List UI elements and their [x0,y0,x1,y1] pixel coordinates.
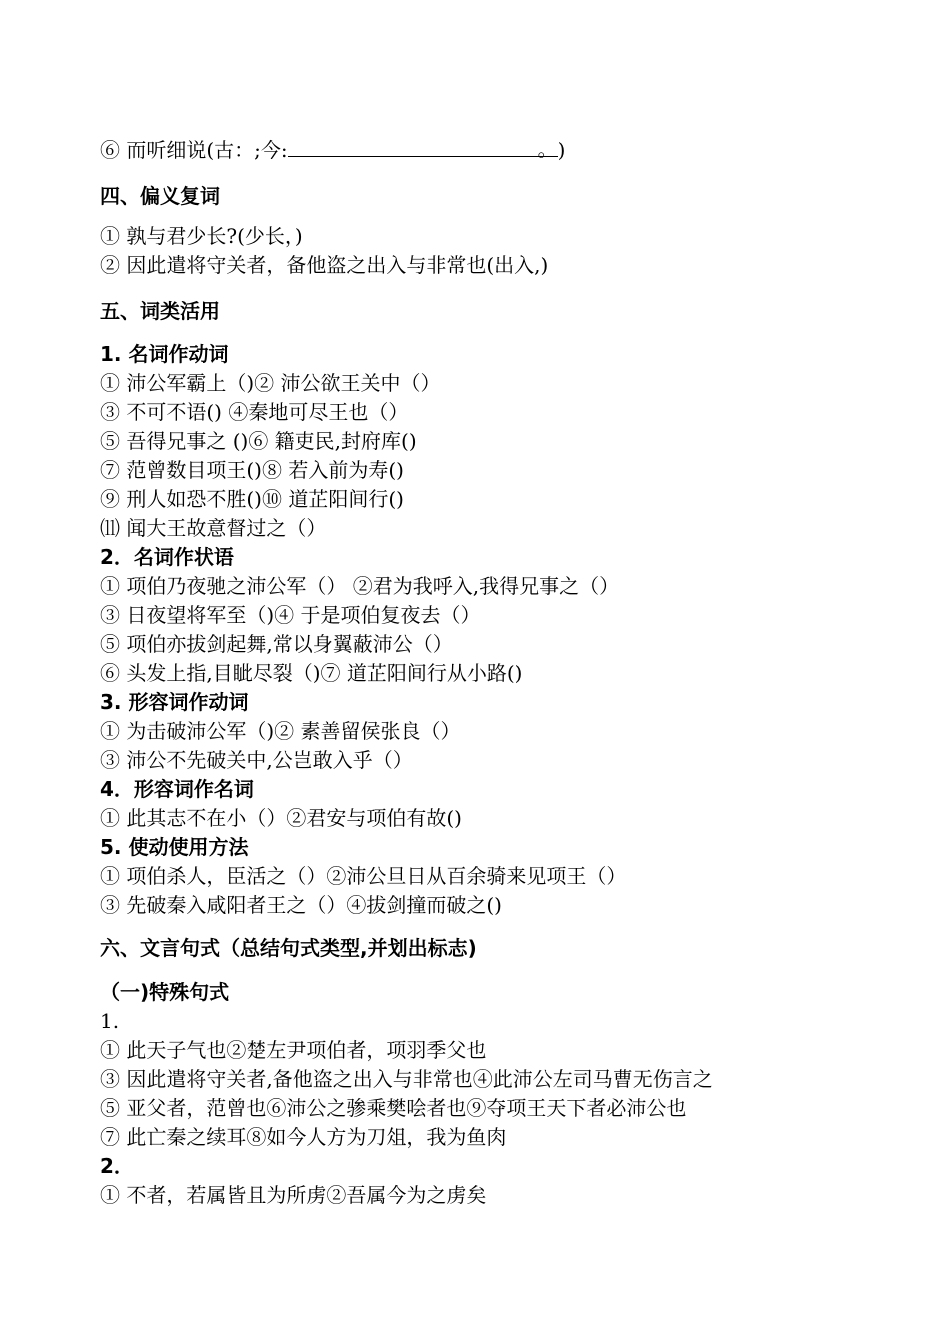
exercise-line: ⑤ 亚父者，范曾也⑥沛公之骖乘樊哙者也⑨夺项王天下者必沛公也 [100,1096,687,1120]
subsection-title: 4．形容词作名词 [100,777,254,801]
section6-subtitle: （一)特殊句式 [100,980,230,1004]
section5-title: 五、词类活用 [100,299,220,323]
section4-item-1: ① 孰与君少长?(少长，) [100,224,303,248]
exercise-line: ① 沛公军霸上（)② 沛公欲王关中（） [100,371,441,395]
item6-close: ) [557,138,566,162]
section6-title: 六、文言句式（总结句式类型,并划出标志) [100,936,477,960]
exercise-line: ① 为击破沛公军（)② 素善留侯张良（） [100,719,461,743]
exercise-line: ③ 因此遣将守关者,备他盗之出入与非常也④此沛公左司马曹无伤言之 [100,1067,713,1091]
subsection-title: 2．名词作状语 [100,545,234,569]
exercise-line: ⑥ 头发上指,目眦尽裂（)⑦ 道芷阳间行从小路() [100,661,523,685]
exercise-line: ① 此天子气也②楚左尹项伯者，项羽季父也 [100,1038,487,1062]
exercise-line: ① 不者，若属皆且为所虏②吾属今为之虏矣 [100,1183,487,1207]
exercise-line: ③ 日夜望将军至（)④ 于是项伯复夜去（） [100,603,481,627]
exercise-number: 1. [100,1009,120,1033]
exercise-line: ① 项伯杀人，臣活之（）②沛公旦日从百余骑来见项王（） [100,864,627,888]
section3-item6 [100,137,565,163]
exercise-line: ③ 先破秦入咸阳者王之（）④拔剑撞而破之() [100,893,502,917]
exercise-number: 2． [100,1154,134,1178]
subsection-title: 5. 使动使用方法 [100,835,249,859]
exercise-line: ⑨ 刑人如恐不胜()⑩ 道芷阳间行() [100,487,404,511]
exercise-line: ⑦ 此亡秦之续耳⑧如今人方为刀俎，我为鱼肉 [100,1125,507,1149]
exercise-line: ⑦ 范曾数目项王()⑧ 若入前为寿() [100,458,404,482]
exercise-line: ① 项伯乃夜驰之沛公军（） ②君为我呼入,我得兄事之（） [100,574,620,598]
section4-item-2: ② 因此遣将守关者，备他盗之出入与非常也(出入,) [100,253,549,277]
exercise-line: ③ 不可不语() ④秦地可尽王也（） [100,400,409,424]
exercise-line: ⑤ 项伯亦拔剑起舞,常以身翼蔽沛公（） [100,632,453,656]
section4-title: 四、偏义复词 [100,184,220,208]
exercise-line: ⑾ 闻大王故意督过之（） [100,516,327,540]
exercise-line: ① 此其志不在小（）②君安与项伯有故() [100,806,462,830]
exercise-line: ⑤ 吾得兄事之 ()⑥ 籍吏民,封府库() [100,429,417,453]
exercise-line: ③ 沛公不先破关中,公岂敢入乎（） [100,748,413,772]
blank-end-mark: 。 [537,137,558,161]
item6-text: ⑥ 而听细说(古：;今: [100,138,288,162]
answer-blank[interactable] [288,137,558,161]
subsection-title: 3. 形容词作动词 [100,690,249,714]
subsection-title: 1. 名词作动词 [100,342,229,366]
